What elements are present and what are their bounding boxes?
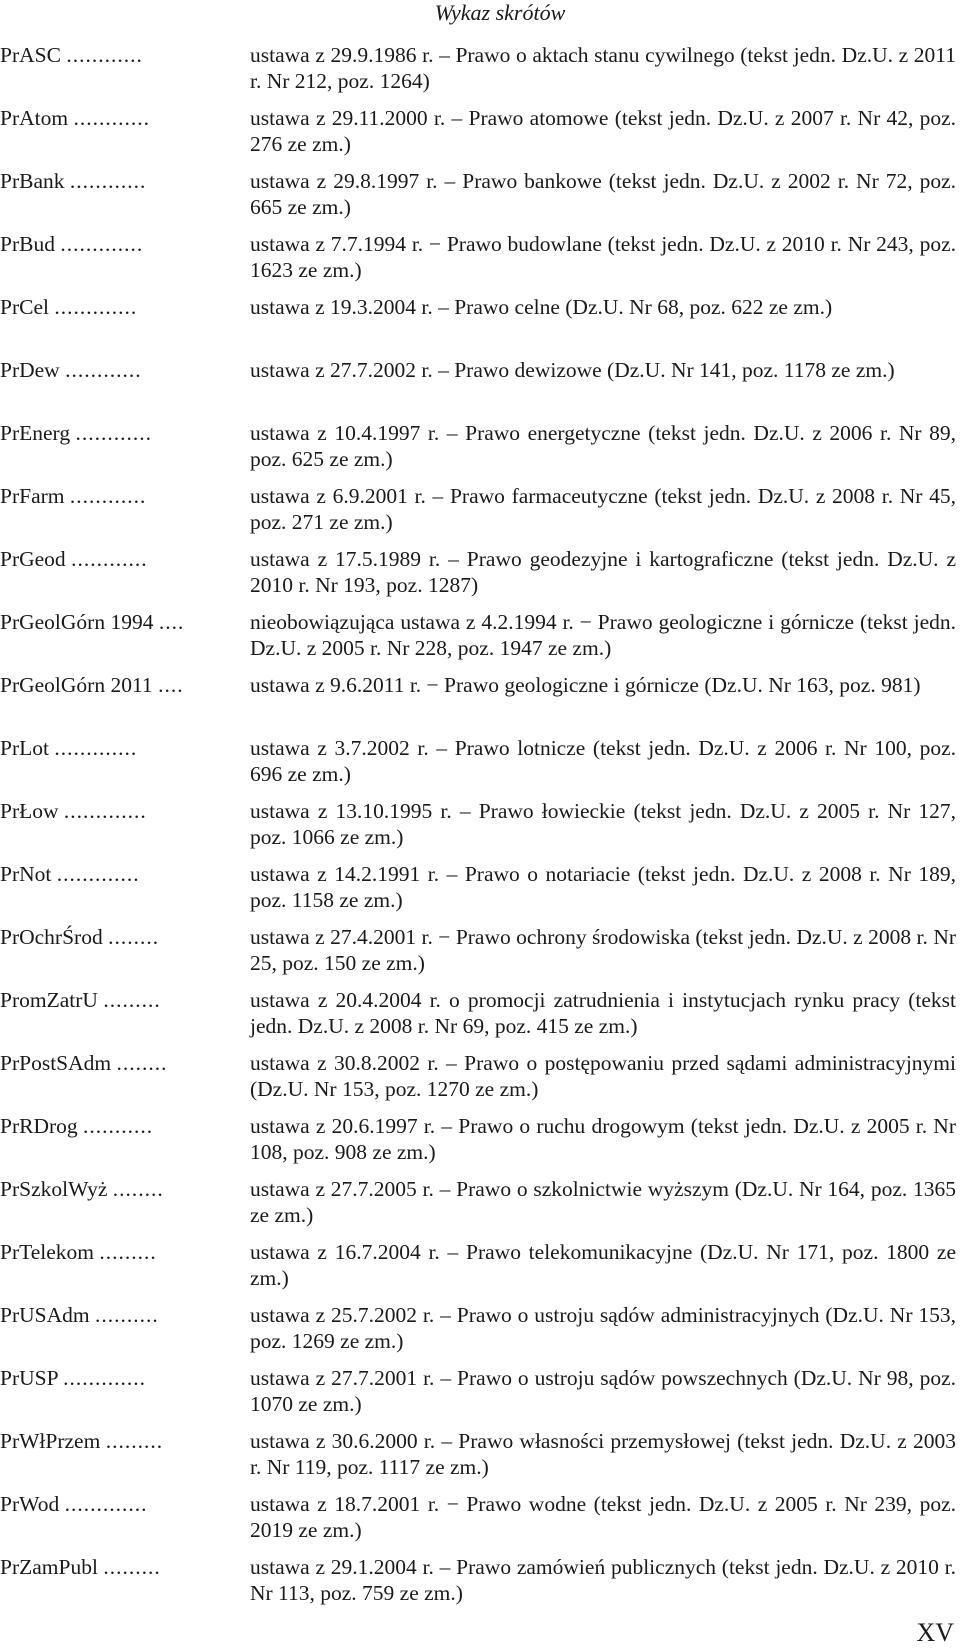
abbreviation-entry bbox=[0, 798, 960, 861]
abbreviation-entry bbox=[0, 1554, 960, 1617]
abbreviation-term: PrBank bbox=[0, 169, 65, 193]
abbreviation-definition: ustawa z 3.7.2002 r. – Prawo lotnicze (tekst jedn. Dz.U. z 2006 r. Nr 100, poz. 696 ze zm.) bbox=[250, 736, 956, 786]
abbreviation-definition: ustawa z 29.8.1997 r. – Prawo bankowe (tekst jedn. Dz.U. z 2002 r. Nr 72, poz. 665 ze zm.) bbox=[250, 169, 956, 219]
abbreviation-entry bbox=[0, 861, 960, 924]
abbreviation-definition: ustawa z 13.10.1995 r. – Prawo łowieckie (tekst jedn. Dz.U. z 2005 r. Nr 127, poz. 1066 ze zm.) bbox=[250, 799, 956, 849]
abbreviation-definition: ustawa z 17.5.1989 r. – Prawo geodezyjne i kartograficzne (tekst jedn. Dz.U. z 2010 r. Nr 193, poz. 1287) bbox=[250, 547, 956, 597]
leader-dots: ............ bbox=[65, 358, 142, 382]
abbreviation-definition: ustawa z 9.6.2011 r. − Prawo geologiczne i górnicze (Dz.U. Nr 163, poz. 981) bbox=[250, 673, 921, 697]
abbreviation-term-cell bbox=[0, 105, 232, 131]
abbreviation-term-cell bbox=[0, 924, 232, 950]
abbreviation-definition: nieobowiązująca ustawa z 4.2.1994 r. − Prawo geologiczne i górnicze (tekst jedn. Dz.U. z 2005 r. Nr 228, poz. 1947 ze zm.) bbox=[250, 610, 956, 660]
abbreviation-definition: ustawa z 16.7.2004 r. – Prawo telekomunikacyjne (Dz.U. Nr 171, poz. 1800 ze zm.) bbox=[250, 1240, 956, 1290]
abbreviation-term: PrGeolGórn 2011 bbox=[0, 673, 153, 697]
abbreviation-term-cell bbox=[0, 609, 232, 635]
leader-dots: .......... bbox=[94, 1303, 159, 1327]
leader-dots: ............. bbox=[56, 862, 140, 886]
abbreviation-entry bbox=[0, 1176, 960, 1239]
abbreviation-entry bbox=[0, 1302, 960, 1365]
abbreviation-term-cell bbox=[0, 1239, 232, 1265]
abbreviation-entry bbox=[0, 1365, 960, 1428]
abbreviation-term: PrEnerg bbox=[0, 421, 71, 445]
abbreviation-term: PrNot bbox=[0, 862, 52, 886]
abbreviation-definition: ustawa z 7.7.1994 r. − Prawo budowlane (tekst jedn. Dz.U. z 2010 r. Nr 243, poz. 1623 ze zm.) bbox=[250, 232, 956, 282]
abbreviation-entry bbox=[0, 483, 960, 546]
abbreviation-entry bbox=[0, 987, 960, 1050]
abbreviation-term: PrSzkolWyż bbox=[0, 1177, 108, 1201]
abbreviation-term-cell bbox=[0, 1554, 232, 1580]
abbreviation-entry bbox=[0, 609, 960, 672]
abbreviation-term-cell bbox=[0, 420, 232, 446]
abbreviation-definition: ustawa z 29.9.1986 r. – Prawo o aktach stanu cywilnego (tekst jedn. Dz.U. z 2011 r. Nr 212, poz. 1264) bbox=[250, 43, 956, 93]
abbreviation-term-cell bbox=[0, 861, 232, 887]
abbreviation-definition: ustawa z 6.9.2001 r. – Prawo farmaceutyczne (tekst jedn. Dz.U. z 2008 r. Nr 45, poz. 271 ze zm.) bbox=[250, 484, 956, 534]
abbreviation-term: PrPostSAdm bbox=[0, 1051, 112, 1075]
leader-dots: ........... bbox=[83, 1114, 154, 1138]
abbreviation-term-cell bbox=[0, 1050, 232, 1076]
abbreviation-term-cell bbox=[0, 168, 232, 194]
abbreviation-term: PrFarm bbox=[0, 484, 65, 508]
leader-dots: ............. bbox=[63, 1366, 147, 1390]
abbreviation-definition: ustawa z 29.11.2000 r. – Prawo atomowe (tekst jedn. Dz.U. z 2007 r. Nr 42, poz. 276 ze zm.) bbox=[250, 106, 956, 156]
abbreviation-definition: ustawa z 10.4.1997 r. – Prawo energetyczne (tekst jedn. Dz.U. z 2006 r. Nr 89, poz. 625 ze zm.) bbox=[250, 421, 956, 471]
leader-dots: ......... bbox=[99, 1240, 157, 1264]
abbreviation-term: PrZamPubl bbox=[0, 1555, 98, 1579]
abbreviation-definition: ustawa z 27.7.2001 r. – Prawo o ustroju sądów powszechnych (Dz.U. Nr 98, poz. 1070 ze zm.) bbox=[250, 1366, 956, 1416]
page-number: XV bbox=[916, 1618, 954, 1647]
abbreviation-entry bbox=[0, 105, 960, 168]
abbreviation-term-cell bbox=[0, 294, 232, 320]
leader-dots: ......... bbox=[103, 988, 161, 1012]
abbreviation-term: PrASC bbox=[0, 43, 61, 67]
leader-dots: ............ bbox=[66, 43, 143, 67]
abbreviation-term: PrCel bbox=[0, 295, 49, 319]
leader-dots: ............. bbox=[54, 736, 138, 760]
leader-dots: ............. bbox=[60, 232, 144, 256]
abbreviation-term: PrRDrog bbox=[0, 1114, 78, 1138]
abbreviation-term: PrWłPrzem bbox=[0, 1429, 101, 1453]
leader-dots: .... bbox=[158, 610, 185, 634]
abbreviation-term-cell bbox=[0, 1113, 232, 1139]
abbreviation-term-cell bbox=[0, 987, 232, 1013]
abbreviation-term-cell bbox=[0, 672, 232, 698]
abbreviation-entry bbox=[0, 735, 960, 798]
abbreviation-term: PrUSAdm bbox=[0, 1303, 90, 1327]
abbreviation-term: PrWod bbox=[0, 1492, 60, 1516]
abbreviation-entry bbox=[0, 420, 960, 483]
leader-dots: ............. bbox=[64, 1492, 148, 1516]
abbreviation-entry bbox=[0, 672, 960, 735]
abbreviation-term-cell bbox=[0, 483, 232, 509]
abbreviation-entry bbox=[0, 1491, 960, 1554]
leader-dots: ............ bbox=[75, 421, 152, 445]
abbreviation-entry bbox=[0, 1113, 960, 1176]
abbreviation-entry bbox=[0, 357, 960, 420]
abbreviation-definition: ustawa z 27.7.2002 r. – Prawo dewizowe (Dz.U. Nr 141, poz. 1178 ze zm.) bbox=[250, 358, 895, 382]
abbreviation-term-cell bbox=[0, 42, 232, 68]
abbreviation-entry bbox=[0, 1050, 960, 1113]
abbreviation-definition: ustawa z 25.7.2002 r. – Prawo o ustroju sądów administracyjnych (Dz.U. Nr 153, poz. 1269 ze zm.) bbox=[250, 1303, 956, 1353]
abbreviation-term: PrTelekom bbox=[0, 1240, 95, 1264]
abbreviation-term: PrBud bbox=[0, 232, 55, 256]
abbreviation-definition: ustawa z 20.4.2004 r. o promocji zatrudnienia i instytucjach rynku pracy (tekst jedn. Dz.U. z 2008 r. Nr 69, poz. 415 ze zm.) bbox=[250, 988, 956, 1038]
abbreviation-term-cell bbox=[0, 1491, 232, 1517]
abbreviation-definition: ustawa z 27.4.2001 r. − Prawo ochrony środowiska (tekst jedn. Dz.U. z 2008 r. Nr 25, poz. 150 ze zm.) bbox=[250, 925, 956, 975]
abbreviation-term: PrLot bbox=[0, 736, 49, 760]
leader-dots: ............. bbox=[54, 295, 138, 319]
abbreviation-term: PrAtom bbox=[0, 106, 69, 130]
abbreviation-list bbox=[0, 42, 960, 1617]
abbreviation-definition: ustawa z 30.6.2000 r. – Prawo własności przemysłowej (tekst jedn. Dz.U. z 2003 r. Nr 119, poz. 1117 ze zm.) bbox=[250, 1429, 956, 1479]
abbreviation-definition: ustawa z 18.7.2001 r. − Prawo wodne (tekst jedn. Dz.U. z 2005 r. Nr 239, poz. 2019 ze zm.) bbox=[250, 1492, 956, 1542]
abbreviation-entry bbox=[0, 1239, 960, 1302]
abbreviation-definition: ustawa z 20.6.1997 r. – Prawo o ruchu drogowym (tekst jedn. Dz.U. z 2005 r. Nr 108, poz. 908 ze zm.) bbox=[250, 1114, 956, 1164]
abbreviation-term-cell bbox=[0, 357, 232, 383]
abbreviation-term-cell bbox=[0, 798, 232, 824]
abbreviation-term-cell bbox=[0, 735, 232, 761]
leader-dots: ............ bbox=[69, 484, 147, 508]
abbreviation-entry bbox=[0, 546, 960, 609]
abbreviation-term-cell bbox=[0, 1176, 232, 1202]
abbreviation-term-cell bbox=[0, 1428, 232, 1454]
abbreviation-term: PrOchrŚrod bbox=[0, 925, 103, 949]
leader-dots: ............ bbox=[69, 169, 147, 193]
abbreviation-entry bbox=[0, 42, 960, 105]
leader-dots: ......... bbox=[103, 1555, 161, 1579]
abbreviation-definition: ustawa z 14.2.1991 r. – Prawo o notariacie (tekst jedn. Dz.U. z 2008 r. Nr 189, poz. 1158 ze zm.) bbox=[250, 862, 956, 912]
abbreviation-entry bbox=[0, 1428, 960, 1491]
leader-dots: ............ bbox=[73, 106, 150, 130]
abbreviation-term: PrGeolGórn 1994 bbox=[0, 610, 154, 634]
abbreviation-entry bbox=[0, 924, 960, 987]
abbreviation-definition: ustawa z 30.8.2002 r. – Prawo o postępowaniu przed sądami administracyjnymi (Dz.U. Nr 153, poz. 1270 ze zm.) bbox=[250, 1051, 956, 1101]
abbreviation-term-cell bbox=[0, 1365, 232, 1391]
leader-dots: ............ bbox=[71, 547, 148, 571]
leader-dots: ........ bbox=[112, 1177, 164, 1201]
abbreviation-entry bbox=[0, 294, 960, 357]
abbreviation-term-cell bbox=[0, 1302, 232, 1328]
leader-dots: ......... bbox=[105, 1429, 164, 1453]
abbreviation-term: PrDew bbox=[0, 358, 60, 382]
abbreviation-term: PrGeod bbox=[0, 547, 66, 571]
abbreviation-entry bbox=[0, 168, 960, 231]
leader-dots: ............. bbox=[63, 799, 147, 823]
abbreviation-definition: ustawa z 19.3.2004 r. – Prawo celne (Dz.U. Nr 68, poz. 622 ze zm.) bbox=[250, 295, 833, 319]
leader-dots: ........ bbox=[108, 925, 160, 949]
leader-dots: ........ bbox=[116, 1051, 168, 1075]
abbreviation-term-cell bbox=[0, 546, 232, 572]
abbreviation-term-cell bbox=[0, 231, 232, 257]
abbreviation-term: PrŁow bbox=[0, 799, 59, 823]
abbreviation-term: PrUSP bbox=[0, 1366, 58, 1390]
abbreviation-entry bbox=[0, 231, 960, 294]
abbreviation-definition: ustawa z 27.7.2005 r. – Prawo o szkolnictwie wyższym (Dz.U. Nr 164, poz. 1365 ze zm.) bbox=[250, 1177, 956, 1227]
abbreviation-definition: ustawa z 29.1.2004 r. – Prawo zamówień publicznych (tekst jedn. Dz.U. z 2010 r. Nr 113, poz. 759 ze zm.) bbox=[250, 1555, 956, 1605]
leader-dots: .... bbox=[158, 673, 184, 697]
running-head: Wykaz skrótów bbox=[434, 0, 566, 25]
abbreviation-term: PromZatrU bbox=[0, 988, 98, 1012]
